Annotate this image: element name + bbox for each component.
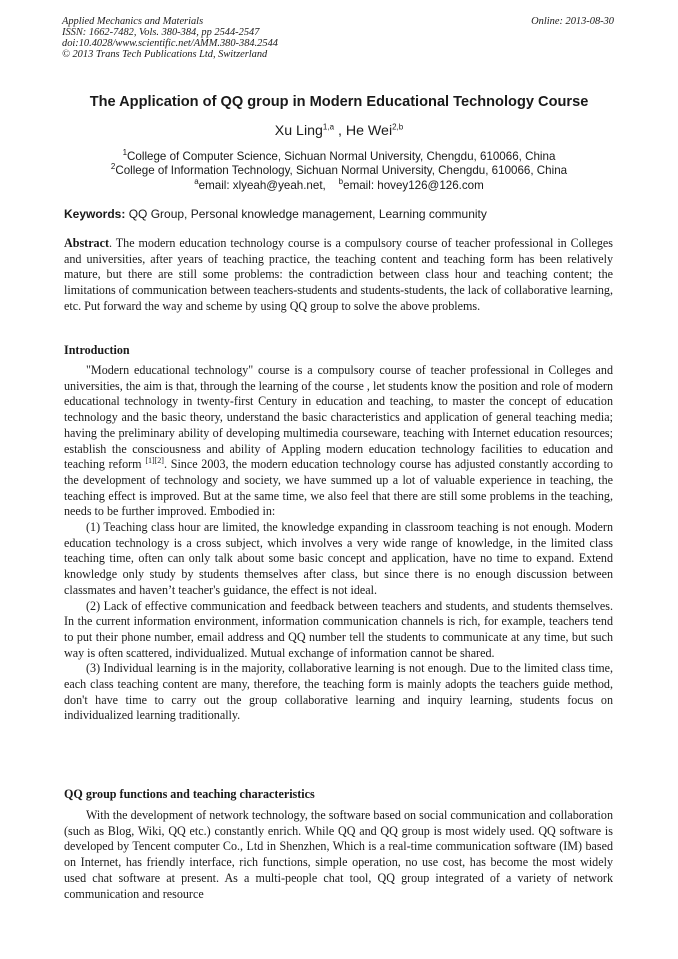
- qq-section: [64, 808, 613, 902]
- paragraph: (1) Teaching class hour are limited, the knowledge expanding in classroom teaching is not enough. Modern education technology is a cross subject, which involves a very wide range of knowledge, in the limited class teaching time, often can only talk about some basic concept and application, have no time to expand. Extend knowledge only study by students themselves after class, but since there is no enough discussion between classmates and haven’t teacher's guidance, the effect is not ideal.: [64, 520, 613, 597]
- journal-name: Applied Mechanics and Materials: [62, 16, 204, 27]
- introduction-section: [64, 363, 613, 724]
- affiliation-marker: 1: [122, 148, 128, 158]
- paragraph-text: . Since 2003, the modern education technology course has adjusted constantly according to the development of technology and society, we have summed up a lot of valuable experience in teaching, the teaching effect is improved. But at the same time, we also feel that there are still some problems in the teaching, needs to be further improved. Embodied in:: [64, 457, 613, 519]
- affiliation-text: College of Information Technology, Sichuan Normal University, Chengdu, 610066, China: [115, 164, 568, 177]
- online-date: Online: 2013-08-30: [531, 16, 614, 27]
- abstract-label: Abstract: [64, 236, 110, 250]
- affiliation-2: [40, 164, 638, 178]
- paragraph-text: "Modern educational technology" course is a compulsory course of teacher professional in Colleges and universities, the aim is that, through the learning of the course , let students know the position and role of modern educational technology in twenty-first Century in education and teaching, to master the concept of education technology and the basic theory, understand the basic characteristics and application of general teaching media; having the preliminary ability of developing multimedia courseware, teaching with Internet education resources; establish the consciousness and ability of Appling modern education technology facilities to education and teaching reform: [64, 363, 613, 472]
- author-name: He Wei: [345, 123, 393, 139]
- paper-title: The Application of QQ group in Modern Educational Technology Course: [89, 94, 589, 110]
- keywords-text: QQ Group, Personal knowledge management, Learning community: [125, 207, 487, 221]
- email-marker: a: [194, 177, 199, 187]
- keywords-label: Keywords:: [64, 207, 126, 221]
- affiliation-1: [40, 150, 638, 164]
- journal-header: [62, 16, 278, 60]
- copyright-line: © 2013 Trans Tech Publications Ltd, Switzerland: [62, 49, 268, 60]
- citation-ref: [1][2]: [145, 456, 164, 466]
- abstract-section: [64, 236, 613, 315]
- paragraph: (3) Individual learning is in the majority, collaborative learning is not enough. Due to the limited class time, each class teaching content are many, therefore, the teaching form is mainly adopts the teachers guide method, don't have time to carry out the group collaborative learning and inquiry learning, students focus on individualized learning traditionally.: [64, 661, 613, 723]
- affiliation-marker: 2: [110, 162, 116, 172]
- author-name: Xu Ling: [274, 123, 323, 139]
- paragraph: (2) Lack of effective communication and feedback between teachers and students, and students themselves. In the current information environment, information communication channels is rich, for example, teachers tend to put their phone number, email address and QQ number tell the students to communicate at any time, but such way is often scattered, individualized. Mutual exchange of information cannot be shared.: [64, 598, 613, 660]
- introduction-heading: Introduction: [64, 343, 130, 357]
- email-a: email: xlyeah@yeah.net,: [198, 179, 326, 192]
- abstract-text: . The modern education technology course is a compulsory course of teacher professional in Colleges and universities, after years of teaching practice, the teaching content and teaching form has been relatively mature, but there are still some problems: the contradiction between class hour and teaching content; the limitations of communication between teachers-students and students-students, the lack of collaborative learning, etc. Put forward the way and scheme by using QQ group to solve the above problems.: [64, 236, 613, 313]
- email-b: email: hovey126@126.com: [343, 179, 484, 192]
- author-line: [40, 123, 638, 139]
- author-superscript: 2,b: [392, 122, 404, 132]
- email-marker: b: [338, 177, 344, 187]
- affiliation-text: College of Computer Science, Sichuan Normal University, Chengdu, 610066, China: [127, 150, 556, 163]
- author-separator: ,: [334, 123, 346, 139]
- doi-line: doi:10.4028/www.scientific.net/AMM.380-384.2544: [62, 38, 278, 49]
- paragraph: With the development of network technology, the software based on social communication and collaboration (such as Blog, Wiki, QQ etc.) constantly enrich. While QQ and QQ group is most widely used. QQ software is developed by Tencent computer Co., Ltd in Shenzhen, Which is a real-time communication software (IM) based on Internet, has friendly interface, rich functions, simple operation, no use cost, has become the most widely used chat software at present. As a multi-people chat tool, QQ group integrated of a variety of network communication and resource: [64, 808, 613, 901]
- issn-line: ISSN: 1662-7482, Vols. 380-384, pp 2544-2547: [62, 27, 260, 38]
- keywords-line: [64, 207, 487, 221]
- qq-section-heading: QQ group functions and teaching characteristics: [64, 787, 315, 801]
- email-line: [40, 179, 638, 193]
- author-superscript: 1,a: [322, 122, 335, 132]
- paragraph: [64, 363, 613, 520]
